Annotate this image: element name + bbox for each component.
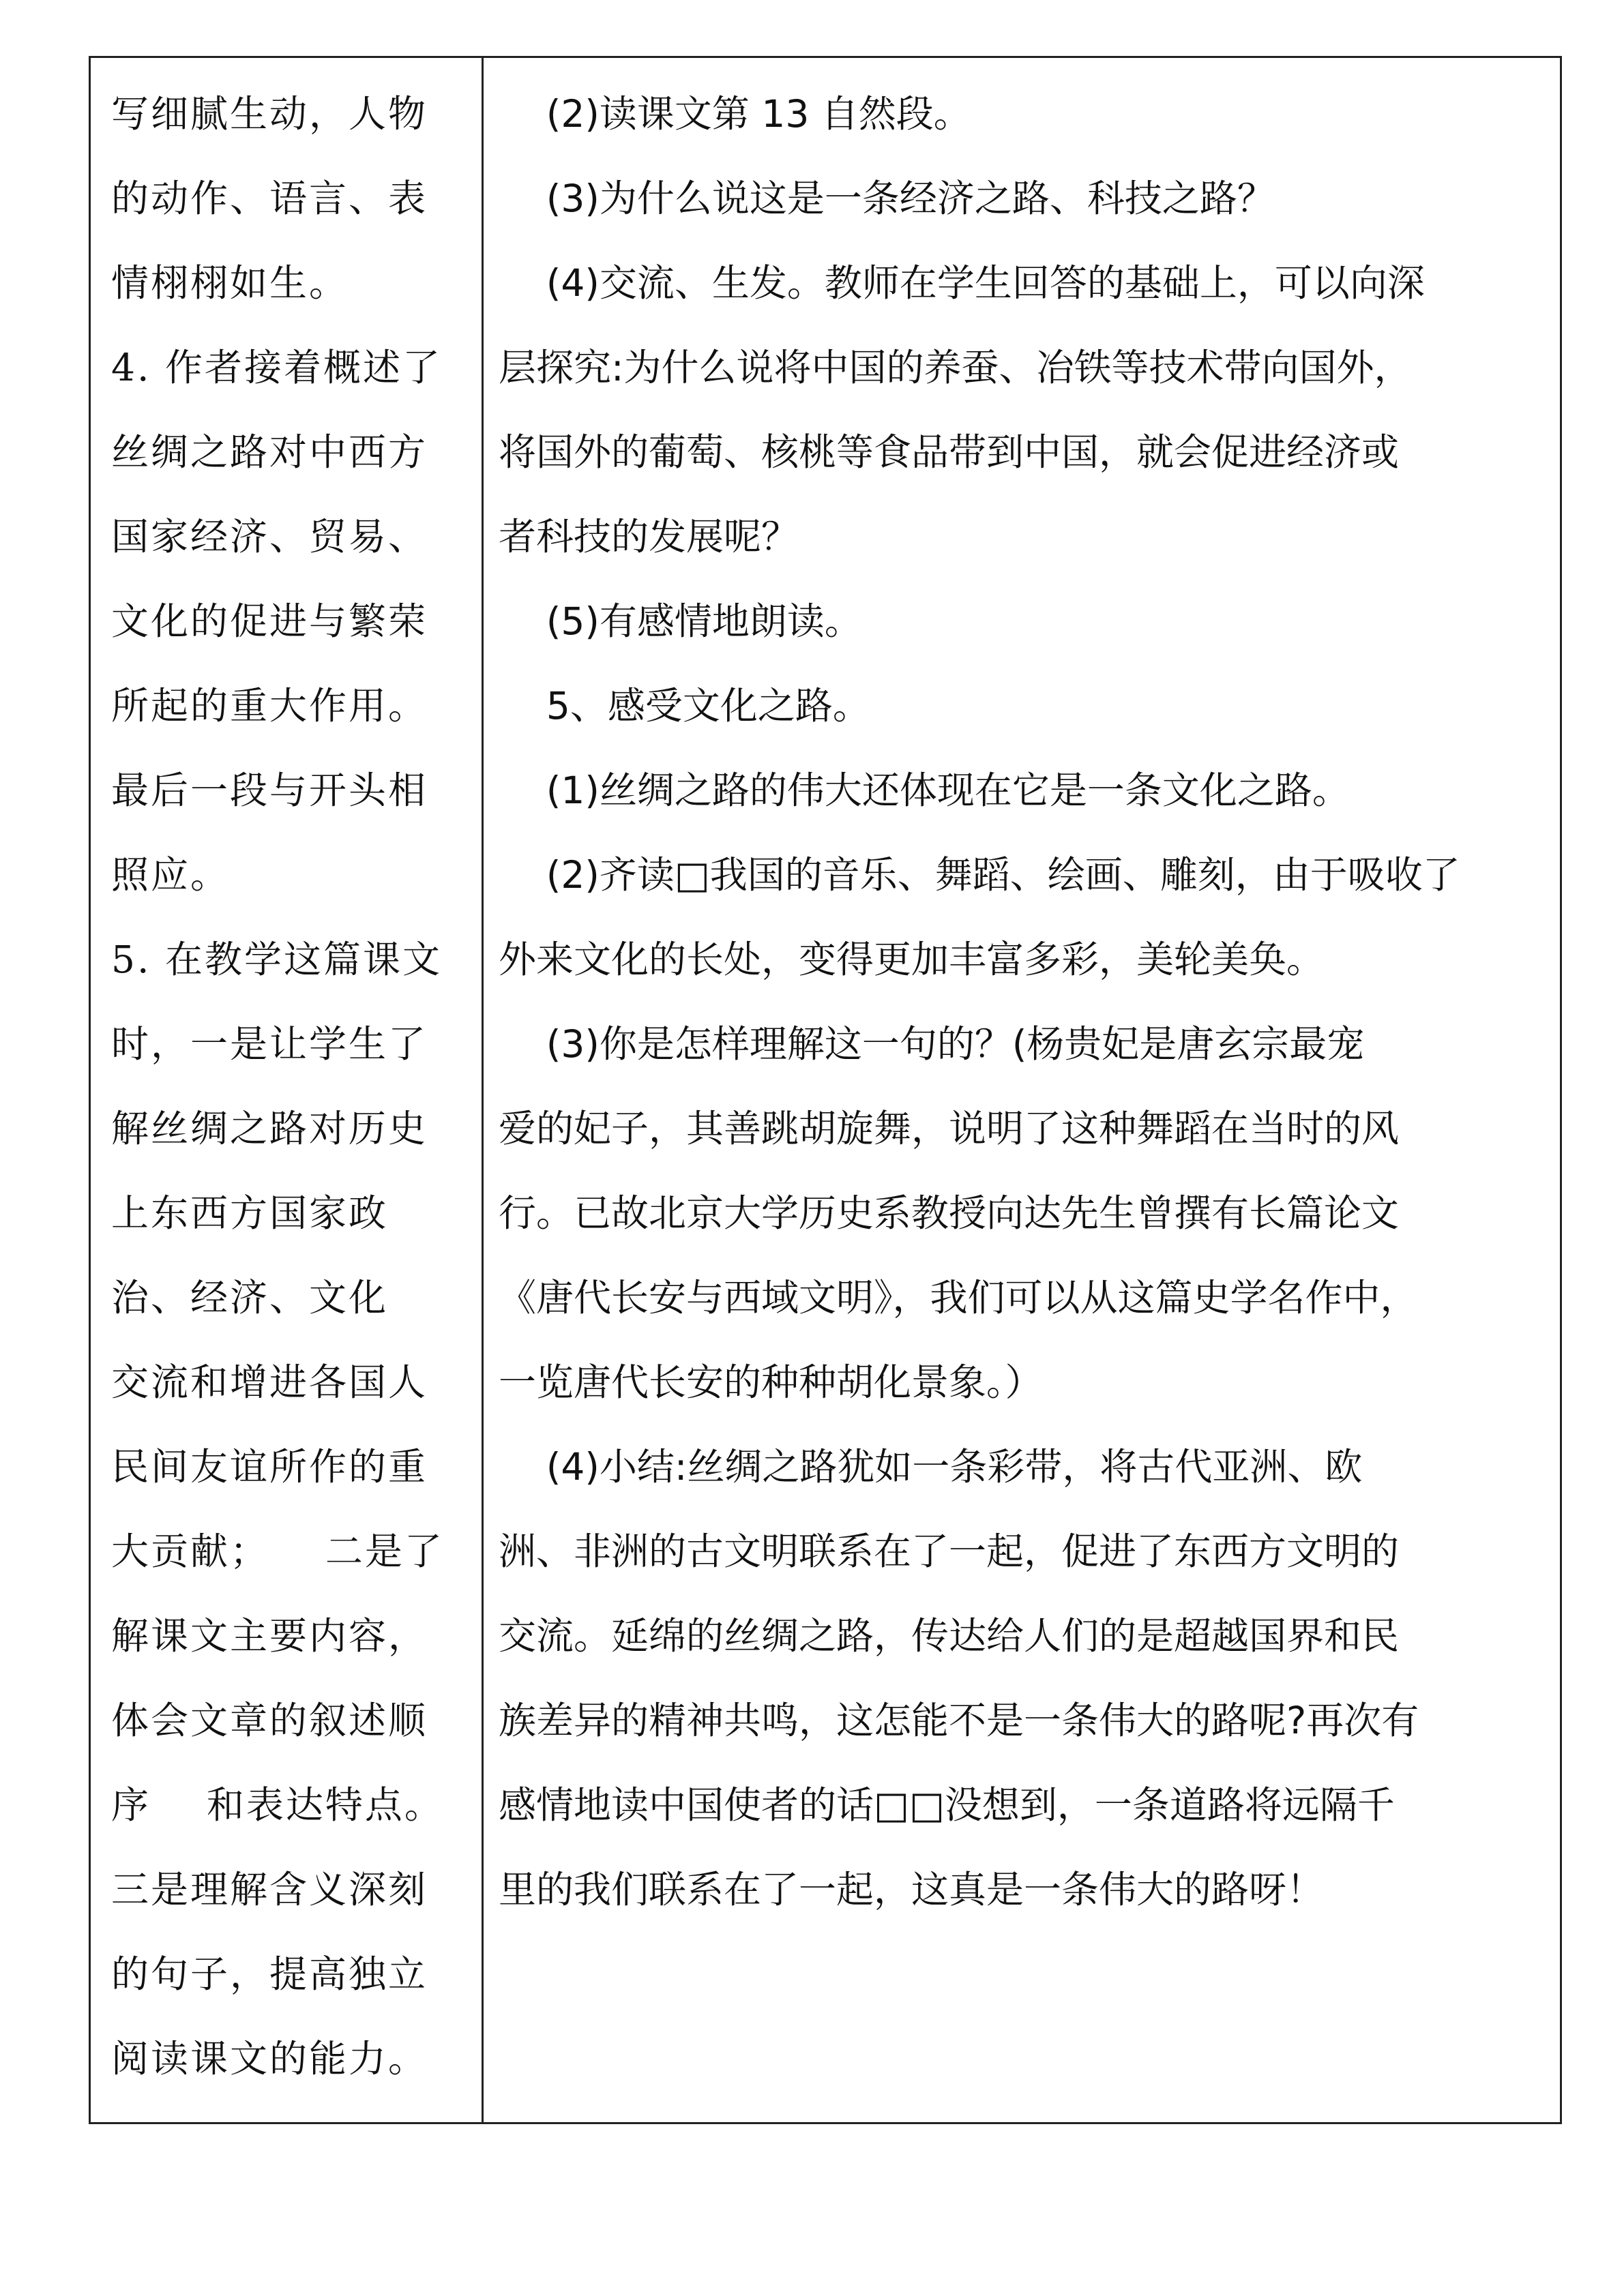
analysis-line: 丝绸之路对中西方 <box>111 430 428 474</box>
analysis-column <box>91 58 484 2122</box>
process-line: (4)交流、生发。教师在学生回答的基础上，可以向深 <box>499 261 1425 305</box>
analysis-line: 时，一是让学生了 <box>111 1022 428 1066</box>
process-line: 洲、非洲的古文明联系在了一起，促进了东西方文明的 <box>499 1530 1400 1573</box>
analysis-line: 解丝绸之路对历史 <box>111 1107 428 1150</box>
analysis-line: 体会文章的叙述顺 <box>111 1699 428 1742</box>
process-line: (3)为什么说这是一条经济之路、科技之路？ <box>499 177 1275 220</box>
process-line: 外来文化的长处，变得更加丰富多彩，美轮美奂。 <box>499 938 1325 981</box>
process-line: 里的我们联系在了一起，这真是一条伟大的路呀！ <box>499 1868 1325 1911</box>
process-line: 交流。延绵的丝绸之路，传达给人们的是超越国界和民 <box>499 1614 1400 1658</box>
process-line: 感情地读中国使者的话□□没想到，一条道路将远隔千 <box>499 1783 1395 1827</box>
process-line: 一览唐代长安的种种胡化景象。） <box>499 1360 1043 1404</box>
analysis-line: 上东西方国家政 <box>111 1191 389 1235</box>
process-line: 族差异的精神共鸣，这怎能不是一条伟大的路呢?再次有 <box>499 1699 1419 1742</box>
analysis-line: 交流和增进各国人 <box>111 1360 428 1404</box>
analysis-line: 国家经济、贸易、 <box>111 515 428 558</box>
analysis-line: 所起的重大作用。 <box>111 684 428 728</box>
process-line: 5、感受文化之路。 <box>499 684 870 728</box>
analysis-line: 情栩栩如生。 <box>111 261 349 305</box>
analysis-line: 照应。 <box>111 853 231 897</box>
analysis-line: 民间友谊所作的重 <box>111 1445 428 1489</box>
process-line: 《唐代长安与西域文明》，我们可以从这篇史学名作中， <box>499 1276 1418 1320</box>
analysis-line: 治、经济、文化 <box>111 1276 389 1320</box>
analysis-line: 的动作、语言、表 <box>111 177 428 220</box>
analysis-line: 阅读课文的能力。 <box>111 2037 428 2081</box>
analysis-line: 三是理解含义深刻 <box>111 1868 428 1911</box>
process-line: (3)你是怎样理解这一句的？(杨贵妃是唐玄宗最宠 <box>499 1022 1365 1066</box>
lesson-table <box>89 56 1562 2124</box>
process-line: 行。已故北京大学历史系教授向达先生曾撰有长篇论文 <box>499 1191 1400 1235</box>
process-line: (2)读课文第 13 自然段。 <box>499 92 971 136</box>
analysis-line: 序 和表达特点。 <box>111 1783 444 1827</box>
analysis-line: 写细腻生动，人物 <box>111 92 428 136</box>
analysis-line: 5. 在教学这篇课文 <box>111 938 442 981</box>
process-line: (5)有感情地朗读。 <box>499 599 862 643</box>
process-line: 爱的妃子，其善跳胡旋舞，说明了这种舞蹈在当时的风 <box>499 1107 1400 1150</box>
analysis-line: 的句子，提高独立 <box>111 1952 428 1996</box>
analysis-line: 4. 作者接着概述了 <box>111 346 442 389</box>
process-line: (1)丝绸之路的伟大还体现在它是一条文化之路。 <box>499 769 1350 812</box>
process-line: (2)齐读□我国的音乐、舞蹈、绘画、雕刻，由于吸收了 <box>499 853 1460 897</box>
analysis-line: 文化的促进与繁荣 <box>111 599 428 643</box>
process-line: (4)小结:丝绸之路犹如一条彩带，将古代亚洲、欧 <box>499 1445 1363 1489</box>
analysis-line: 大贡献； 二是了 <box>111 1530 444 1573</box>
process-line: 将国外的葡萄、核桃等食品带到中国，就会促进经济或 <box>499 430 1400 474</box>
teaching-process-column <box>484 58 1560 2122</box>
process-line: 者科技的发展呢？ <box>499 515 799 558</box>
analysis-line: 解课文主要内容， <box>111 1614 428 1658</box>
process-line: 层探究:为什么说将中国的养蚕、冶铁等技术带向国外， <box>499 346 1412 389</box>
analysis-line: 最后一段与开头相 <box>111 769 428 812</box>
